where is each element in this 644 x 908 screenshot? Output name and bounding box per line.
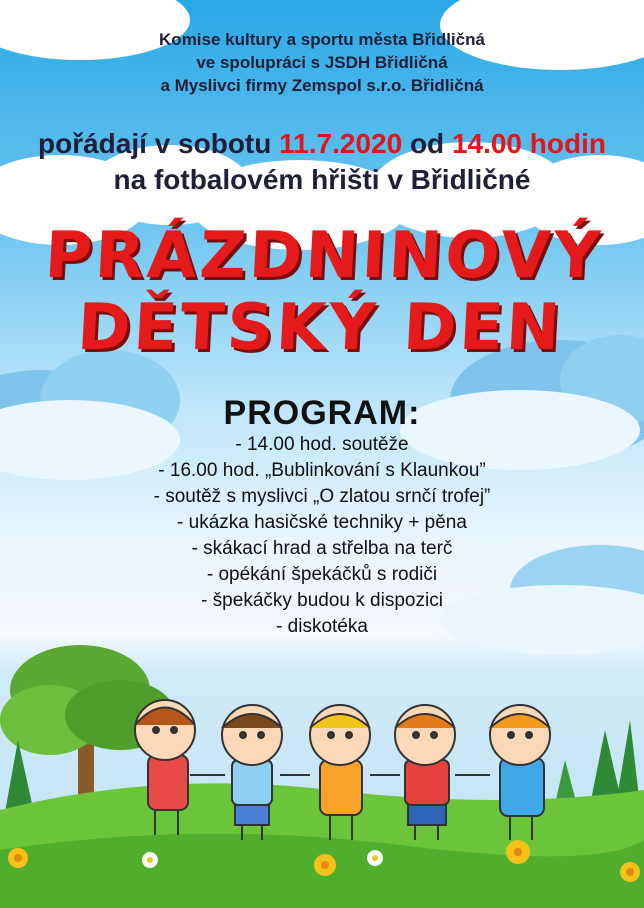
program-item: - diskotéka — [276, 616, 368, 637]
poster-title — [0, 220, 644, 364]
title-line-2: DĚTSKÝ DEN — [75, 291, 565, 365]
program-item: - skákací hrad a střelba na terč — [191, 538, 453, 559]
event-prefix: pořádají v sobotu — [38, 128, 280, 159]
event-date: 11.7.2020 — [279, 128, 403, 159]
organizers-block — [0, 28, 644, 97]
title-line-1: PRÁZDNINOVÝ — [43, 219, 605, 293]
event-date-line — [0, 126, 644, 162]
event-mid: od — [402, 128, 452, 159]
program-item: - 16.00 hod. „Bublinkování s Klaunkou” — [158, 460, 486, 481]
organizer-line: ve spolupráci s JSDH Břidličná — [196, 53, 448, 72]
program-item: - špekáčky budou k dispozici — [201, 590, 443, 611]
event-location: na fotbalovém hřišti v Břidličné — [113, 164, 531, 195]
program-list — [0, 432, 644, 640]
program-item: - ukázka hasičské techniky + pěna — [177, 512, 467, 533]
program-item: - 14.00 hod. soutěže — [235, 434, 409, 455]
program-item: - soutěž s myslivci „O zlatou srnčí trofej” — [153, 486, 491, 507]
organizer-line: Komise kultury a sportu města Břidličná — [159, 30, 485, 49]
event-details — [0, 126, 644, 198]
organizer-line: a Myslivci firmy Zemspol s.r.o. Břidličná — [160, 76, 484, 95]
program-item: - opékání špekáčků s rodiči — [206, 564, 438, 585]
program-heading: PROGRAM: — [223, 394, 421, 432]
event-time: 14.00 hodin — [451, 128, 606, 159]
